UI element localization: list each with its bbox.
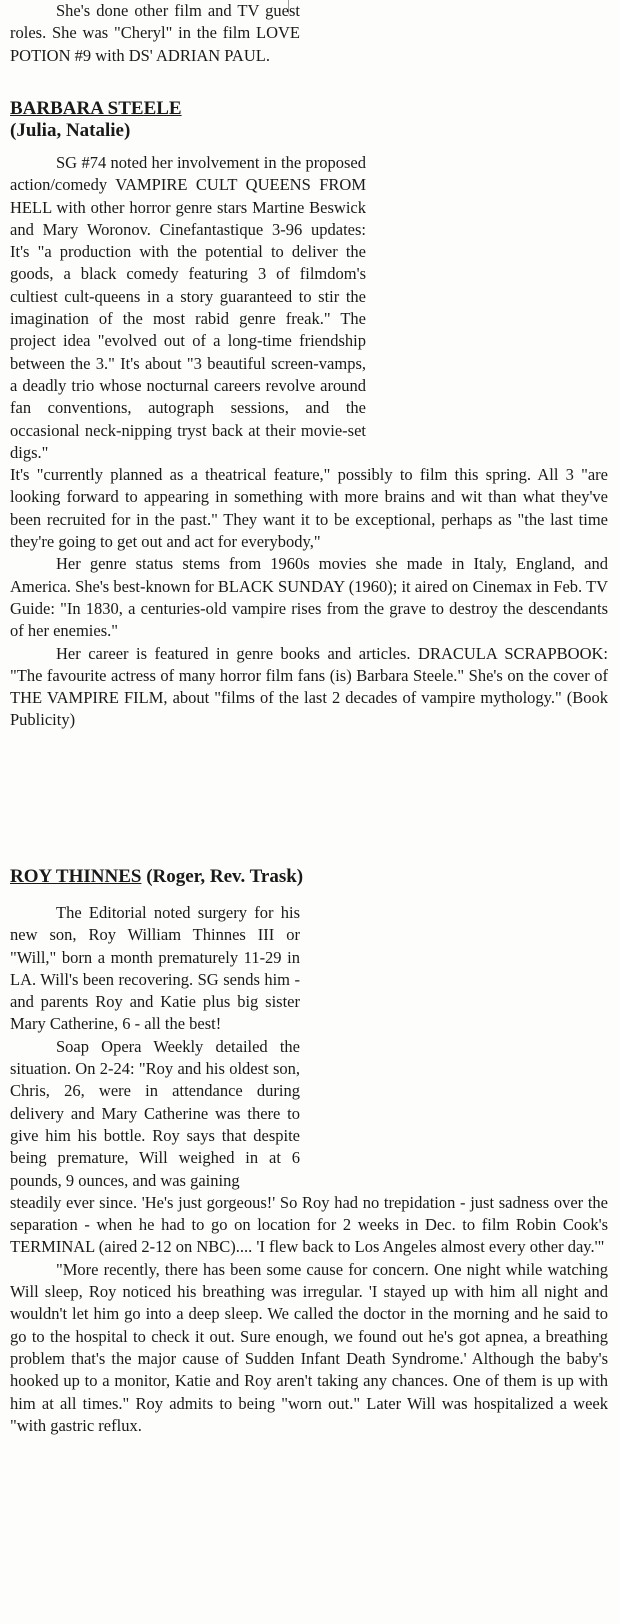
thinnes-article: [10, 902, 608, 1437]
steele-paragraph-2: Her genre status stems from 1960s movies she made in Italy, England, and America. She's best-known for BLACK SUNDAY (1960); it aired on Cinemax in Feb. TV Guide: "In 1830, a centuries-old vampire rises from the grave to destroy the descendants of her enemies.": [10, 554, 608, 641]
thinnes-paragraph-2: Soap Opera Weekly detailed the situation. On 2-24: "Roy and his oldest son, Chris, 26, were in attendance during delivery and Mary Catherine was there to give him his bottle. Roy says that despite being premature, Will weighed in at 6 pounds, 9 ounces, and was gaining: [10, 1036, 300, 1190]
thinnes-paragraph-1: The Editorial noted surgery for his new son, Roy William Thinnes III or "Will," born a month prematurely 11-29 in LA. Will's been recovering. SG sends him - and parents Roy and Katie plus big sister Mary Catherine, 6 - all the best!: [10, 903, 300, 1034]
steele-name: BARBARA STEELE: [10, 98, 182, 119]
steele-roles: (Julia, Natalie): [10, 120, 131, 141]
thinnes-name: ROY THINNES: [10, 866, 142, 887]
intro-block: [10, 0, 608, 67]
steele-heading: [10, 98, 608, 142]
thinnes-roles: (Roger, Rev. Trask): [141, 866, 304, 887]
thinnes-heading: [10, 866, 608, 888]
steele-paragraph-3: Her career is featured in genre books and articles. DRACULA SCRAPBOOK: "The favourite actress of many horror film fans (is) Barbara Steele." She's on the cover of THE VAMPIRE FILM, about "films of the last 2 decades of vampire mythology." (Book Publicity): [10, 643, 608, 730]
thinnes-paragraph-3: "More recently, there has been some cause for concern. One night while watching Will sleep, Roy noticed his breathing was irregular. 'I stayed up with him all night and wouldn't let him go into a deep sleep. We called the doctor in the morning and he said to go to the hospital to check it out. Sure enough, we found out he's got apnea, a breathing problem that's the major cause of Sudden Infant Death Syndrome.' Although the baby's hooked up to a monitor, Katie and Roy aren't taking any chances. One of them is up with him at all times." Roy admits to being "worn out." Later Will was hospitalized a week "with gastric reflux.: [10, 1259, 608, 1435]
steele-paragraph-1: SG #74 noted her involvement in the proposed action/comedy VAMPIRE CULT QUEENS FROM HELL with other horror genre stars Martine Beswick and Mary Woronov. Cinefantastique 3-96 updates: It's "a production with the potential to deliver the goods, a black comedy featuring 3 of filmdom's cultiest cult-queens in a story guaranteed to stir the imagination of the most rabid genre freak." The project idea "evolved out of a long-time friendship between the 3." It's about "3 beautiful screen-vamps, a deadly trio whose nocturnal careers revolve around fan conventions, autograph sessions, and the occasional neck-nipping tryst back at their movie-set digs.": [10, 153, 366, 462]
steele-paragraph-1-continued: It's "currently planned as a theatrical feature," possibly to film this spring. All 3 "are looking forward to appearing in something with more brains and wit than what they've been recruited for in the past." They want it to be exceptional, perhaps as "the last time they're going to get out and act for everybody,": [10, 465, 608, 552]
thinnes-paragraph-2-continued: steadily ever since. 'He's just gorgeous!' So Roy had no trepidation - just sadness over the separation - when he had to go on location for 2 weeks in Dec. to film Robin Cook's TERMINAL (aired 2-12 on NBC).... 'I flew back to Los Angeles almost every other day.'": [10, 1192, 608, 1257]
steele-article: [10, 152, 608, 732]
intro-paragraph: She's done other film and TV guest roles. She was "Cheryl" in the film LOVE POTION #9 with DS' ADRIAN PAUL.: [10, 1, 300, 65]
